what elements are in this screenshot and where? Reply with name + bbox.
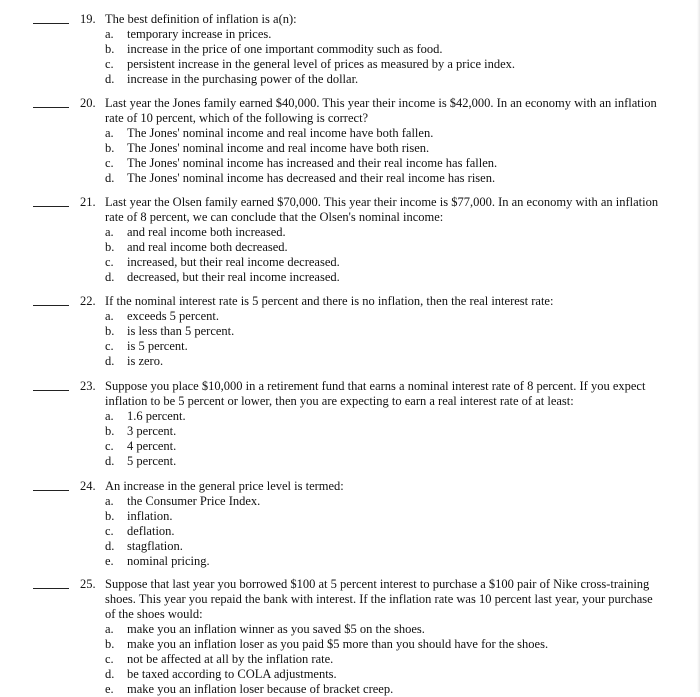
option-letter: b. — [105, 240, 115, 254]
option-letter: d. — [105, 667, 115, 681]
option-a — [105, 126, 660, 141]
option-b — [105, 141, 660, 156]
option-d — [105, 354, 660, 369]
option-c — [105, 57, 660, 72]
option-text: 1.6 percent. — [127, 409, 186, 423]
question-stem: Suppose that last year you borrowed $100 at 5 percent interest to purchase a $100 pair of Nike cross-training shoes. This year you repaid the bank with interest. If the inflation rate was 10 percent last year, your purchase of the shoes would: — [105, 577, 653, 621]
option-text: make you an inflation loser as you paid $5 more than you should have for the shoes. — [127, 637, 549, 651]
option-text: The Jones' nominal income has decreased and their real income has risen. — [127, 171, 496, 185]
option-letter: a. — [105, 409, 114, 423]
option-text: The Jones' nominal income and real income have both risen. — [127, 141, 430, 155]
option-text: is 5 percent. — [127, 339, 188, 353]
option-text: decreased, but their real income increased. — [127, 270, 340, 284]
option-text: inflation. — [127, 509, 173, 523]
option-letter: d. — [105, 454, 115, 468]
option-b — [105, 509, 660, 524]
option-letter: c. — [105, 255, 114, 269]
question-number: 25. — [80, 577, 96, 591]
option-text: 3 percent. — [127, 424, 177, 438]
option-c — [105, 255, 660, 270]
option-letter: a. — [105, 309, 114, 323]
answer-blank[interactable] — [33, 588, 69, 589]
option-letter: c. — [105, 524, 114, 538]
option-b — [105, 637, 660, 652]
option-letter: b. — [105, 424, 115, 438]
option-text: The Jones' nominal income and real income have both fallen. — [127, 126, 434, 140]
option-letter: c. — [105, 339, 114, 353]
option-letter: d. — [105, 171, 115, 185]
question-number: 20. — [80, 96, 96, 110]
question-stem: Last year the Olsen family earned $70,000. This year their income is $77,000. In an economy with an inflation rate of 8 percent, we can conclude that the Olsen's nominal income: — [105, 195, 659, 224]
option-letter: d. — [105, 72, 115, 86]
option-letter: d. — [105, 354, 115, 368]
question-number: 21. — [80, 195, 96, 209]
option-letter: a. — [105, 494, 114, 508]
option-text: is zero. — [127, 354, 164, 368]
option-letter: d. — [105, 539, 115, 553]
option-letter: e. — [105, 554, 114, 568]
option-text: increase in the price of one important commodity such as food. — [127, 42, 443, 56]
option-d — [105, 72, 660, 87]
question-number: 22. — [80, 294, 96, 308]
option-a — [105, 622, 660, 637]
question-number: 19. — [80, 12, 96, 26]
option-text: not be affected at all by the inflation rate. — [127, 652, 334, 666]
option-letter: a. — [105, 225, 114, 239]
options-list — [105, 309, 660, 369]
option-b — [105, 240, 660, 255]
options-list — [105, 494, 660, 569]
option-a — [105, 409, 660, 424]
option-letter: b. — [105, 509, 115, 523]
option-d — [105, 454, 660, 469]
option-b — [105, 424, 660, 439]
answer-blank[interactable] — [33, 23, 69, 24]
option-text: exceeds 5 percent. — [127, 309, 219, 323]
option-d — [105, 270, 660, 285]
option-text: 4 percent. — [127, 439, 177, 453]
options-list — [105, 225, 660, 285]
option-c — [105, 156, 660, 171]
options-list — [105, 126, 660, 186]
answer-blank[interactable] — [33, 490, 69, 491]
option-c — [105, 652, 660, 667]
option-text: be taxed according to COLA adjustments. — [127, 667, 337, 681]
option-letter: c. — [105, 439, 114, 453]
option-letter: c. — [105, 652, 114, 666]
option-letter: b. — [105, 324, 115, 338]
question-stem: The best definition of inflation is a(n): — [105, 12, 297, 26]
options-list — [105, 27, 660, 87]
question-stem: If the nominal interest rate is 5 percent and there is no inflation, then the real interest rate: — [105, 294, 554, 308]
option-text: and real income both decreased. — [127, 240, 288, 254]
options-list — [105, 622, 660, 697]
question-number: 23. — [80, 379, 96, 393]
option-a — [105, 494, 660, 509]
option-text: deflation. — [127, 524, 175, 538]
option-text: The Jones' nominal income has increased and their real income has fallen. — [127, 156, 498, 170]
option-text: nominal pricing. — [127, 554, 210, 568]
answer-blank[interactable] — [33, 206, 69, 207]
option-text: is less than 5 percent. — [127, 324, 235, 338]
option-text: increased, but their real income decreased. — [127, 255, 340, 269]
answer-blank[interactable] — [33, 390, 69, 391]
option-text: stagflation. — [127, 539, 183, 553]
option-letter: a. — [105, 126, 114, 140]
option-c — [105, 339, 660, 354]
option-letter: d. — [105, 270, 115, 284]
question-number: 24. — [80, 479, 96, 493]
option-letter: b. — [105, 42, 115, 56]
option-c — [105, 439, 660, 454]
option-a — [105, 225, 660, 240]
option-text: the Consumer Price Index. — [127, 494, 261, 508]
option-text: temporary increase in prices. — [127, 27, 272, 41]
question-stem: Suppose you place $10,000 in a retirement fund that earns a nominal interest rate of 8 percent. If you expect inflation to be 5 percent or lower, then you are expecting to earn a real interest rate of at least: — [105, 379, 646, 408]
option-e — [105, 554, 660, 569]
option-letter: b. — [105, 141, 115, 155]
question-stem: An increase in the general price level is termed: — [105, 479, 344, 493]
option-text: make you an inflation loser because of bracket creep. — [127, 682, 394, 696]
option-a — [105, 27, 660, 42]
option-d — [105, 667, 660, 682]
option-d — [105, 171, 660, 186]
option-letter: c. — [105, 156, 114, 170]
answer-blank[interactable] — [33, 107, 69, 108]
option-c — [105, 524, 660, 539]
option-letter: a. — [105, 622, 114, 636]
option-letter: e. — [105, 682, 114, 696]
option-b — [105, 324, 660, 339]
option-text: make you an inflation winner as you saved $5 on the shoes. — [127, 622, 425, 636]
option-text: and real income both increased. — [127, 225, 286, 239]
option-text: persistent increase in the general level of prices as measured by a price index. — [127, 57, 516, 71]
question-stem: Last year the Jones family earned $40,000. This year their income is $42,000. In an economy with an inflation rate of 10 percent, which of the following is correct? — [105, 96, 657, 125]
option-text: increase in the purchasing power of the dollar. — [127, 72, 359, 86]
option-letter: c. — [105, 57, 114, 71]
option-b — [105, 42, 660, 57]
option-letter: b. — [105, 637, 115, 651]
option-text: 5 percent. — [127, 454, 177, 468]
option-a — [105, 309, 660, 324]
option-d — [105, 539, 660, 554]
answer-blank[interactable] — [33, 305, 69, 306]
option-e — [105, 682, 660, 697]
option-letter: a. — [105, 27, 114, 41]
options-list — [105, 409, 660, 469]
